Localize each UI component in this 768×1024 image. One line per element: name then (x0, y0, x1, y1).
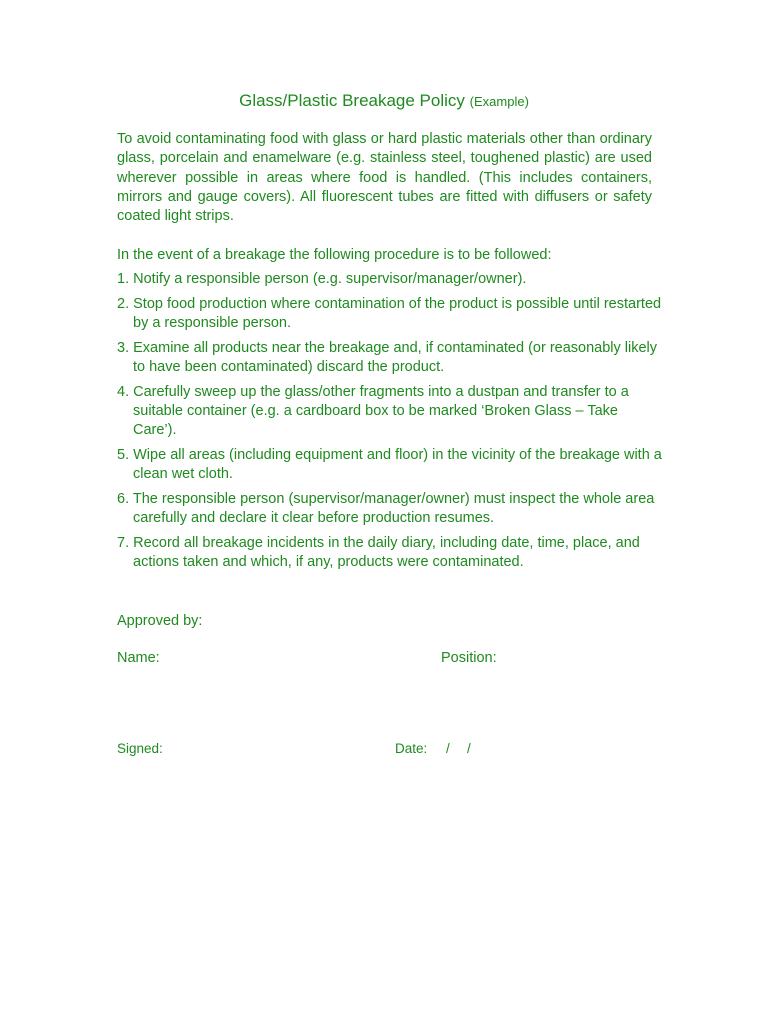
procedure-steps (117, 270, 662, 578)
date-label: Date: (395, 741, 428, 756)
signed-label: Signed: (117, 741, 163, 756)
procedure-step (117, 295, 662, 333)
step-number: 1. (117, 271, 130, 287)
step-text: The responsible person (supervisor/manager/owner) must inspect the whole area carefully and declare it clear before production resumes. (132, 491, 655, 526)
step-text: Wipe all areas (including equipment and floor) in the vicinity of the breakage with a clean wet cloth. (133, 447, 662, 482)
procedure-step (117, 446, 662, 484)
step-number: 3. (117, 340, 130, 356)
date-separator: / (467, 741, 471, 756)
step-number: 7. (117, 535, 130, 551)
procedure-step (117, 339, 662, 377)
approved-by-label: Approved by: (117, 613, 203, 629)
step-text: Carefully sweep up the glass/other fragments into a dustpan and transfer to a suitable container (e.g. a cardboard box to be marked ‘Broken Glass – Take Care’). (133, 384, 629, 438)
procedure-step (117, 534, 662, 572)
name-label: Name: (117, 650, 160, 666)
procedure-step (117, 490, 662, 528)
title-main: Glass/Plastic Breakage Policy (239, 91, 465, 110)
date-separator: / (446, 741, 450, 756)
step-text: Notify a responsible person (e.g. supervisor/manager/owner). (133, 271, 527, 287)
step-text: Stop food production where contamination of the product is possible until restarted by a responsible person. (133, 296, 662, 331)
step-number: 2. (117, 296, 130, 312)
step-number: 4. (117, 384, 130, 400)
procedure-lead: In the event of a breakage the following procedure is to be followed: (117, 247, 552, 263)
step-number: 6. (117, 491, 130, 507)
page-title (0, 90, 768, 113)
position-label: Position: (441, 650, 497, 666)
procedure-step (117, 270, 662, 289)
step-number: 5. (117, 447, 130, 463)
step-text: Examine all products near the breakage and, if contaminated (or reasonably likely to have been contaminated) discard the product. (133, 340, 658, 375)
intro-paragraph: To avoid contaminating food with glass or hard plastic materials other than ordinary glass, porcelain and enamelware (e.g. stainless steel, toughened plastic) are used wherever possible in areas where food is handled. (This includes containers, mirrors and gauge covers). All fluorescent tubes are fitted with diffusers or safety coated light strips. (117, 131, 652, 225)
title-suffix: (Example) (469, 94, 529, 109)
step-text: Record all breakage incidents in the daily diary, including date, time, place, and actions taken and which, if any, products were contaminated. (133, 535, 640, 570)
procedure-step (117, 383, 662, 440)
